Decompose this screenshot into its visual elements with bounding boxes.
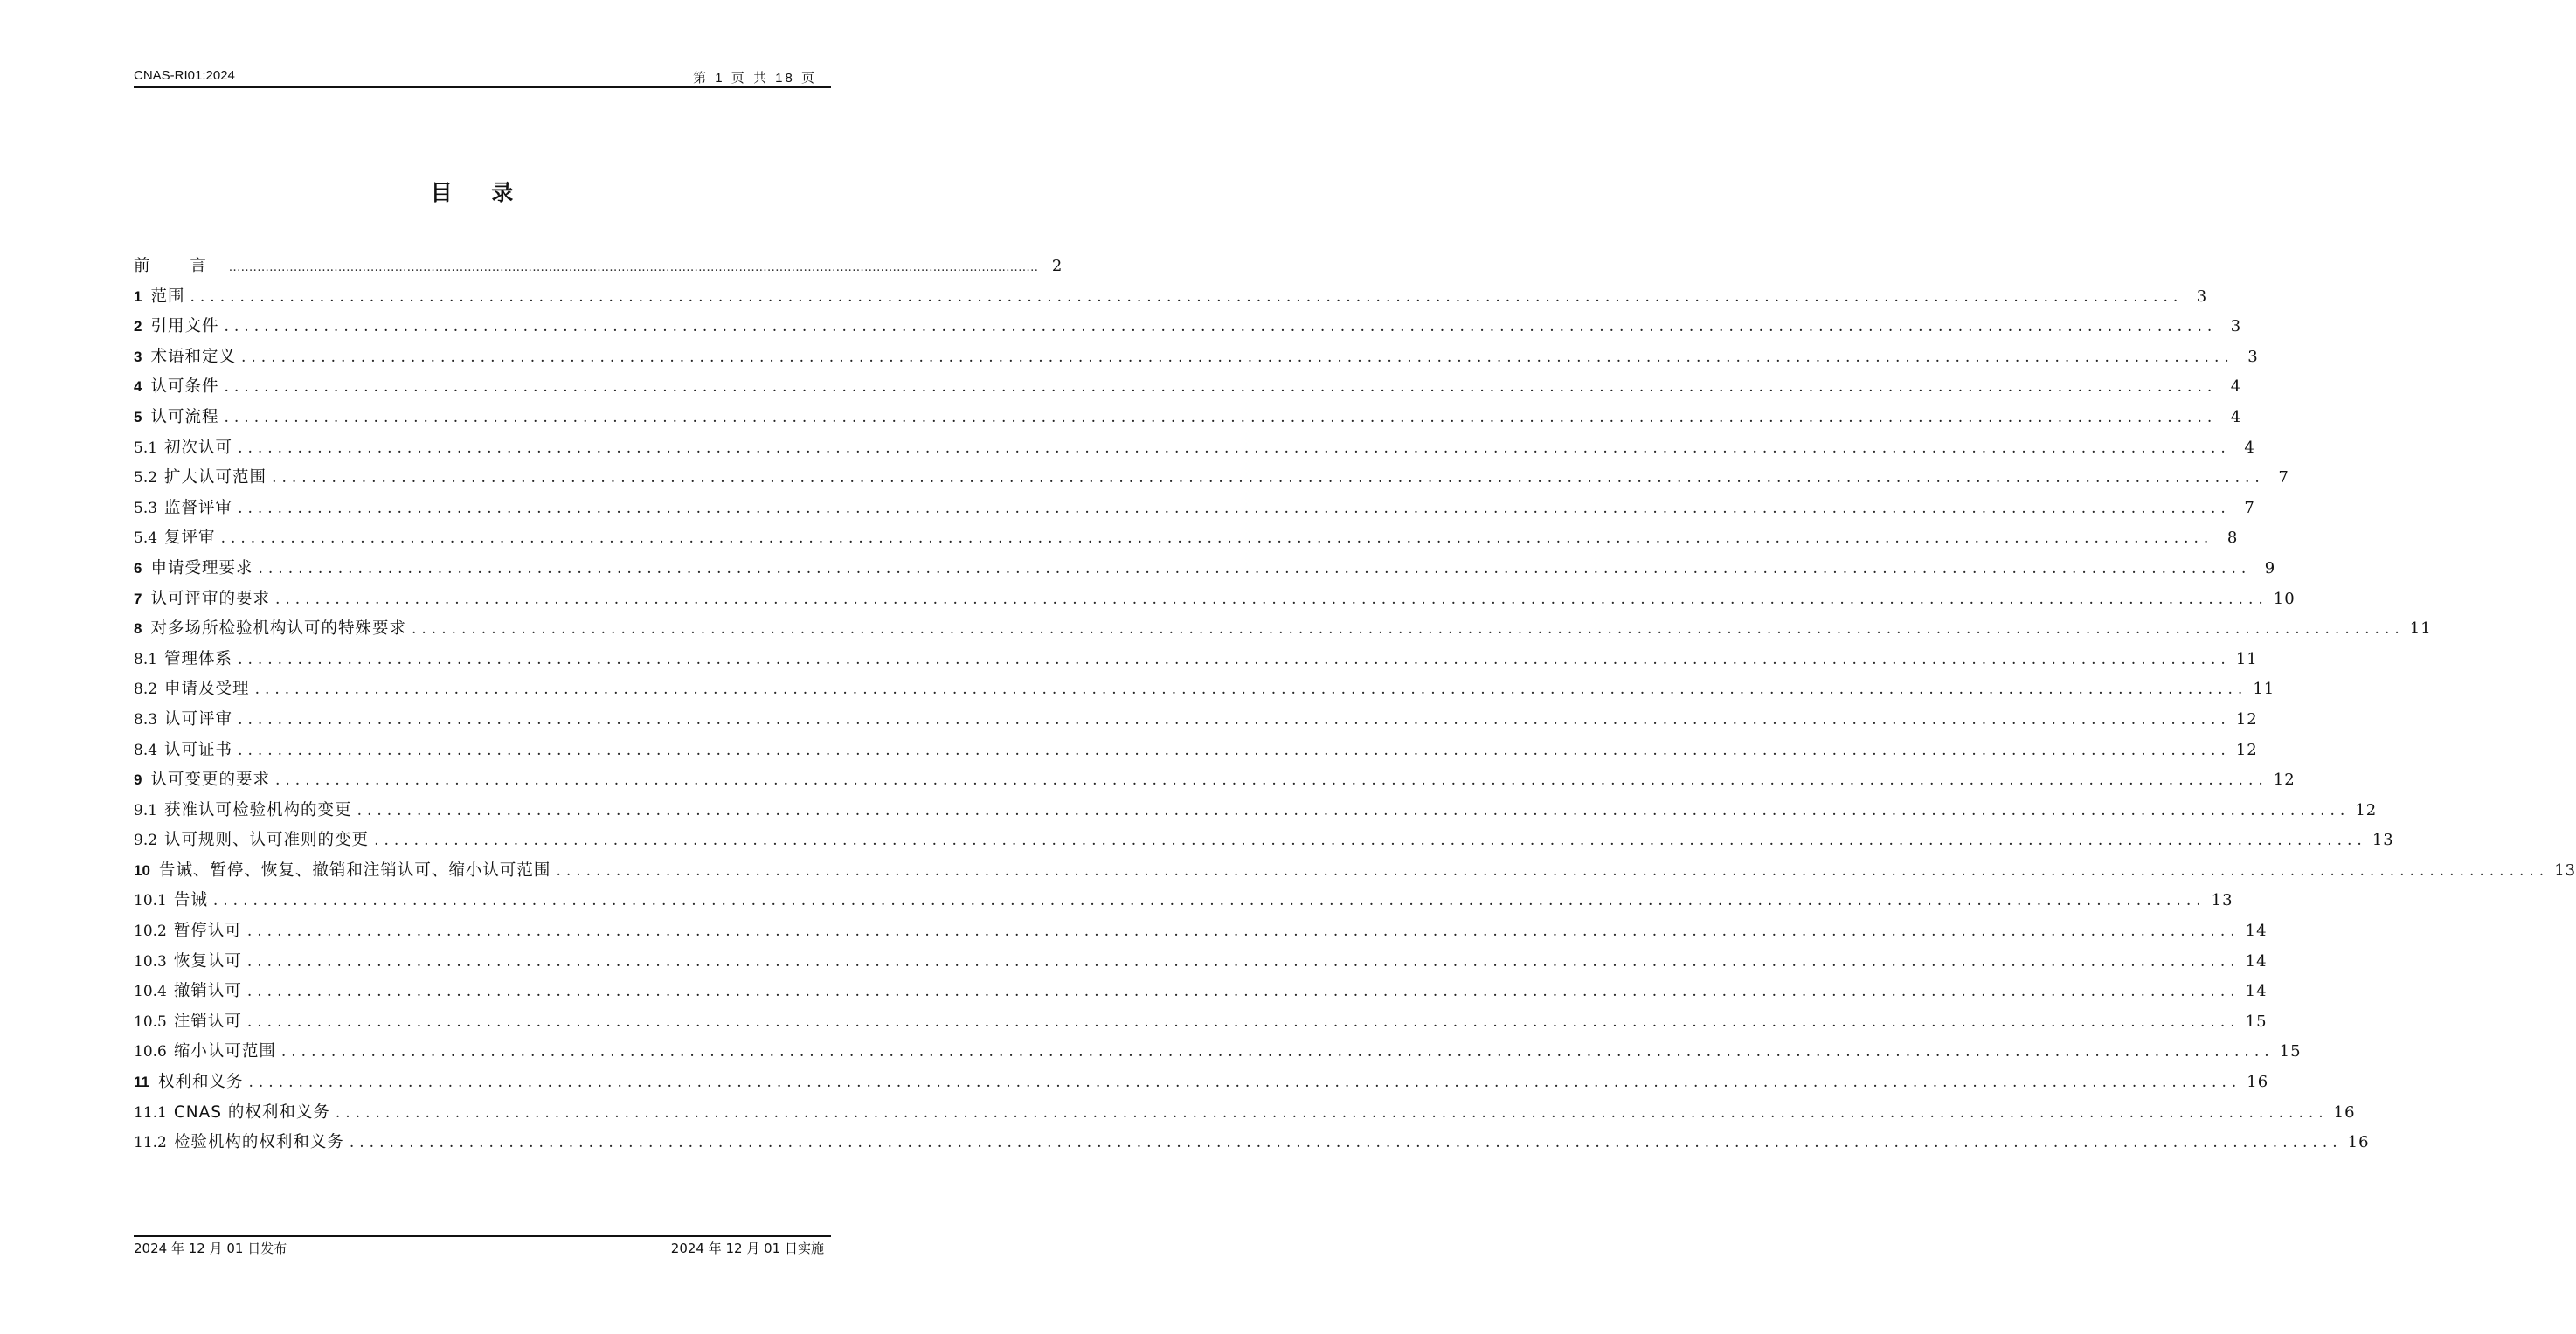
toc-entry-number: 7 [134,590,142,607]
toc-entry-page-number: 11 [2253,680,2275,699]
toc-entry-number: 10.6 [134,1043,167,1061]
toc-entry-label: 告诫 [173,891,208,910]
toc-dot-leader: ........................................................................................................................................................................................................ [374,832,2367,850]
toc-entry-page-number: 4 [2244,438,2255,457]
toc-entry-number: 4 [134,378,142,396]
toc-entry[interactable] [134,253,1063,284]
toc-entry[interactable] [134,495,2255,526]
toc-entry-label: 告诫、暂停、恢复、撤销和注销认可、缩小认可范围 [158,861,551,880]
toc-entry-number: 5.2 [134,469,158,487]
toc-entry-number: 3 [134,348,142,365]
toc-entry[interactable] [134,949,2268,979]
toc-entry-page-number: 16 [2347,1133,2370,1152]
toc-entry-number: 10.2 [134,923,167,941]
toc-entry[interactable] [134,525,2239,556]
toc-entry[interactable] [134,737,2258,768]
toc-entry[interactable] [134,978,2268,1009]
toc-entry-page-number: 12 [2235,709,2258,729]
toc-entry-page-number: 13 [2554,861,2576,880]
toc-dot-leader: ........................................................................................................................................................................................................ [238,650,2231,668]
toc-entry[interactable] [134,707,2258,737]
toc-entry-page-number: 3 [2196,287,2208,306]
toc-entry[interactable] [134,767,2296,798]
toc-entry[interactable] [134,888,2233,918]
document-code: CNAS-RI01:2024 [134,68,235,83]
toc-dot-leader: ........................................................................................................................................................................................................ [246,923,2240,941]
toc-entry-number: 9.1 [134,801,158,819]
toc-entry-number: 6 [134,559,142,577]
toc-entry-number: 8.1 [134,650,158,668]
toc-entry-page-number: 16 [2247,1073,2269,1092]
toc-dot-leader: ........................................................................................................................................................................................................ [224,318,2218,336]
toc-dot-leader: ........................................................................................................................................................................................................ [272,469,2265,487]
toc-dot-leader: ........................................................................................................................................................................................................ [238,439,2231,457]
toc-entry[interactable] [134,646,2258,677]
toc-dot-leader: ........................................................................................................................................................................................................ [254,681,2248,699]
toc-entry-label: 引用文件 [150,317,219,336]
toc-entry-page-number: 4 [2230,377,2242,397]
toc-entry[interactable] [134,1130,2370,1160]
toc-entry-number: 11.2 [134,1134,167,1152]
toc-entry-number: 10.1 [134,892,167,910]
toc-entry[interactable] [134,374,2242,404]
toc-entry-page-number: 11 [2409,619,2432,639]
toc-entry[interactable] [134,676,2275,707]
page-number-info: 第 1 页 共 18 页 [693,71,817,86]
issue-date: 2024 年 12 月 01 日发布 [134,1241,287,1256]
toc-entry-page-number: 12 [2235,740,2258,759]
toc-entry-page-number: 7 [2278,468,2289,487]
toc-entry-page-number: 14 [2245,922,2268,941]
toc-entry-label: 恢复认可 [173,951,242,971]
toc-entry-page-number: 11 [2235,649,2258,668]
toc-dot-leader: ........................................................................................................................................................................................................ [212,892,2206,910]
toc-dot-leader: ........................................................................................................................................................................................................ [258,559,2252,577]
toc-entry-label: 撤销认可 [173,982,242,1001]
toc-dot-leader: ........................................................................................................................................................................................................ [238,741,2231,759]
toc-dot-leader: ........................................................................................................................................................................................................ [357,801,2351,819]
toc-entry[interactable] [134,1100,2356,1130]
toc-entry-label: CNAS 的权利和义务 [173,1102,330,1122]
toc-entry-label: 获准认可检验机构的变更 [164,800,352,819]
toc-dot-leader: ........................................................................................................................................................................................................ [224,408,2218,426]
toc-entry-label: 术语和定义 [150,347,236,366]
toc-dot-leader: ........................................................................................................................................................................................................ [246,952,2240,971]
toc-entry[interactable] [134,314,2242,344]
toc-dot-leader: ........................................................................................................................................................................................................ [349,1134,2343,1152]
toc-entry-page-number: 10 [2273,589,2296,608]
toc-entry-label: 前 言 [134,257,224,275]
toc-dot-leader: ........................................................................................................................................................................................................ [280,1043,2275,1061]
toc-entry-page-number: 3 [2247,347,2259,366]
toc-entry-number: 1 [134,287,142,305]
toc-entry-label: 对多场所检验机构认可的特殊要求 [150,619,406,639]
page-title: 目 录 [430,180,530,205]
toc-dot-leader: ........................................................................................................................................................................................................ [220,529,2214,548]
toc-entry-label: 检验机构的权利和义务 [173,1133,344,1152]
toc-dot-leader: ........................................................................................................................................................................................................ [246,1013,2240,1031]
toc-entry[interactable] [134,586,2296,617]
toc-dot-leader: ........................................................................................................................................................................................................ [335,1103,2329,1122]
toc-entry[interactable] [134,918,2268,949]
toc-entry-number: 5.1 [134,439,158,457]
toc-dot-leader: ........................................................................................................................................................................................................ [274,590,2268,608]
toc-entry-label: 暂停认可 [173,922,242,941]
toc-entry[interactable] [134,435,2255,466]
toc-entry-number: 8.3 [134,710,158,729]
page-footer [134,1235,831,1256]
toc-entry[interactable] [134,344,2259,375]
toc-entry-number: 5 [134,408,142,425]
toc-entry-label: 注销认可 [173,1012,242,1031]
toc-entry-number: 11.1 [134,1103,167,1122]
toc-entry[interactable] [134,1009,2268,1040]
toc-dot-leader: ........................................................................................................................................................................................................ [240,348,2234,366]
toc-entry-page-number: 14 [2245,951,2268,971]
toc-entry[interactable] [134,616,2432,646]
toc-dot-leader: ........................................................................................................................................................................................................ [274,771,2268,790]
toc-entry-label: 申请受理要求 [150,558,253,577]
toc-dot-leader: ........................................................................................................................................................................................................ [228,261,1039,274]
toc-entry-label: 缩小认可范围 [173,1042,276,1061]
toc-entry[interactable] [134,827,2394,858]
toc-entry-page-number: 15 [2279,1042,2302,1061]
toc-entry-page-number: 8 [2226,529,2239,548]
toc-dot-leader: ........................................................................................................................................................................................................ [246,983,2240,1001]
toc-entry-number: 2 [134,318,142,335]
toc-dot-leader: ........................................................................................................................................................................................................ [238,710,2231,729]
page-header [134,68,831,88]
toc-entry-number: 9 [134,771,142,789]
toc-entry[interactable] [134,556,2276,586]
toc-entry-number: 5.3 [134,499,158,517]
toc-entry-number: 11 [134,1074,149,1091]
toc-dot-leader: ........................................................................................................................................................................................................ [190,287,2184,306]
toc-entry-label: 范围 [150,287,185,306]
toc-entry[interactable] [134,465,2289,495]
table-of-contents [134,253,2576,1160]
toc-entry-number: 8.4 [134,741,158,759]
toc-dot-leader: ........................................................................................................................................................................................................ [248,1074,2242,1092]
toc-entry-label: 认可评审 [164,709,233,729]
toc-entry-number: 10.3 [134,952,167,971]
toc-entry-label: 扩大认可范围 [164,468,267,487]
toc-entry-number: 8 [134,620,142,638]
toc-entry-page-number: 9 [2264,558,2276,577]
toc-entry[interactable] [134,798,2378,828]
toc-entry-number: 10 [134,861,150,879]
toc-entry-page-number: 4 [2230,407,2242,426]
toc-entry-number: 10.4 [134,983,167,1001]
toc-entry-label: 监督评审 [164,498,233,517]
toc-entry-label: 初次认可 [164,438,233,457]
toc-entry-page-number: 7 [2244,498,2255,517]
toc-entry-label: 复评审 [164,529,216,548]
toc-dot-leader: ........................................................................................................................................................................................................ [411,620,2405,639]
toc-entry-label: 认可评审的要求 [150,589,270,608]
toc-entry[interactable] [134,404,2242,435]
toc-entry-page-number: 12 [2273,771,2296,790]
toc-dot-leader: ........................................................................................................................................................................................................ [224,378,2218,397]
toc-entry-label: 认可证书 [164,740,233,759]
toc-entry[interactable] [134,284,2208,314]
toc-dot-leader: ........................................................................................................................................................................................................ [556,861,2550,880]
toc-entry-page-number: 13 [2211,891,2233,910]
toc-entry-page-number: 15 [2245,1012,2268,1031]
toc-entry[interactable] [134,1039,2302,1069]
toc-entry-number: 9.2 [134,832,158,850]
toc-entry-page-number: 16 [2333,1102,2356,1122]
toc-entry-number: 5.4 [134,529,158,548]
toc-entry-page-number: 3 [2230,317,2242,336]
toc-entry-label: 认可条件 [150,377,219,397]
toc-entry-label: 申请及受理 [164,680,250,699]
toc-entry-number: 10.5 [134,1013,167,1031]
toc-entry-label: 认可流程 [150,407,219,426]
toc-entry-page-number: 12 [2355,800,2378,819]
toc-entry-page-number: 2 [1051,257,1063,275]
toc-entry-label: 权利和义务 [157,1073,244,1092]
toc-entry-label: 认可变更的要求 [150,771,270,790]
toc-entry-label: 认可规则、认可准则的变更 [164,831,370,850]
implementation-date: 2024 年 12 月 01 日实施 [670,1241,824,1256]
toc-entry-label: 管理体系 [164,649,233,668]
toc-entry[interactable] [134,858,2576,888]
toc-entry-number: 8.2 [134,681,158,699]
toc-entry[interactable] [134,1069,2269,1100]
toc-dot-leader: ........................................................................................................................................................................................................ [238,499,2231,517]
toc-entry-page-number: 13 [2372,831,2394,850]
toc-entry-page-number: 14 [2245,982,2268,1001]
